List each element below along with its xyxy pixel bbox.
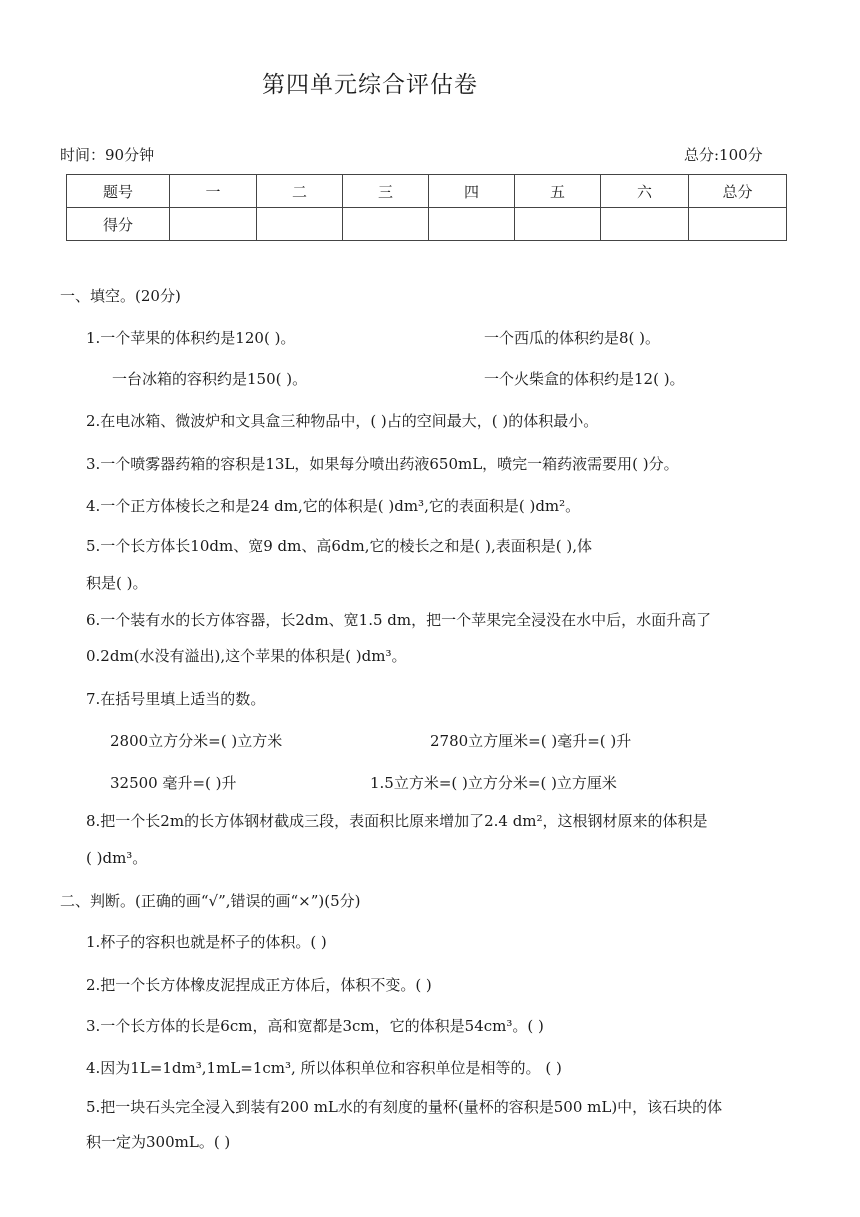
fill-question-3: 3.一个喷雾器药箱的容积是13L，如果每分喷出药液650mL，喷完一箱药液需要用( )分。	[86, 455, 679, 473]
fill-question-7c: 32500 毫升=( )升	[110, 774, 237, 792]
fill-question-8-line2: ( )dm³。	[86, 849, 148, 867]
score-cell[interactable]	[429, 208, 515, 241]
total-score: 总分:100分	[684, 146, 763, 164]
fill-question-6-line1: 6.一个装有水的长方体容器，长2dm、宽1.5 dm，把一个苹果完全浸没在水中后，水面升高了	[86, 611, 712, 629]
fill-question-8-line1: 8.把一个长2m的长方体钢材截成三段，表面积比原来增加了2.4 dm²，这根钢材原来的体积是	[86, 812, 708, 830]
fill-question-7: 7.在括号里填上适当的数。	[86, 690, 266, 708]
fill-question-7d: 1.5立方米=( )立方分米=( )立方厘米	[370, 774, 617, 792]
fill-question-5-line2: 积是( )。	[86, 574, 148, 592]
header-cell: 一	[170, 175, 257, 208]
score-cell[interactable]	[601, 208, 689, 241]
fill-question-5-line1: 5.一个长方体长10dm、宽9 dm、高6dm,它的棱长之和是( ),表面积是( ),体	[86, 537, 592, 555]
header-cell: 三	[343, 175, 429, 208]
judge-question-3: 3.一个长方体的长是6cm，高和宽都是3cm，它的体积是54cm³。( )	[86, 1017, 544, 1035]
header-cell: 六	[601, 175, 689, 208]
fill-question-1d: 一个火柴盒的体积约是12( )。	[484, 370, 685, 388]
judge-question-1: 1.杯子的容积也就是杯子的体积。( )	[86, 933, 327, 951]
fill-question-7a: 2800立方分米=( )立方米	[110, 732, 283, 750]
fill-question-1b: 一个西瓜的体积约是8( )。	[484, 329, 661, 347]
header-cell: 五	[515, 175, 601, 208]
fill-question-1c: 一台冰箱的容积约是150( )。	[112, 370, 308, 388]
judge-question-2: 2.把一个长方体橡皮泥捏成正方体后，体积不变。( )	[86, 976, 432, 994]
exam-time: 时间：90分钟	[60, 146, 155, 164]
fill-question-6-line2: 0.2dm(水没有溢出),这个苹果的体积是( )dm³。	[86, 647, 407, 665]
score-table	[66, 174, 787, 241]
header-cell: 四	[429, 175, 515, 208]
score-cell[interactable]	[689, 208, 787, 241]
judge-question-5-line2: 积一定为300mL。( )	[86, 1133, 231, 1151]
fill-question-4: 4.一个正方体棱长之和是24 dm,它的体积是( )dm³,它的表面积是( )dm²。	[86, 497, 581, 515]
header-cell: 二	[257, 175, 343, 208]
score-table-score-row	[67, 208, 787, 241]
header-cell: 总分	[689, 175, 787, 208]
score-cell[interactable]	[170, 208, 257, 241]
section1-heading: 一、填空。(20分)	[60, 287, 181, 305]
score-cell[interactable]	[515, 208, 601, 241]
fill-question-1a: 1.一个苹果的体积约是120( )。	[86, 329, 296, 347]
judge-question-5-line1: 5.把一块石头完全浸入到装有200 mL水的有刻度的量杯(量杯的容积是500 mL)中，该石块的体	[86, 1098, 723, 1116]
page-title: 第四单元综合评估卷	[262, 72, 478, 98]
score-row-label: 得分	[67, 208, 170, 241]
score-cell[interactable]	[257, 208, 343, 241]
score-table-header-row	[67, 175, 787, 208]
header-cell: 题号	[67, 175, 170, 208]
judge-question-4: 4.因为1L=1dm³,1mL=1cm³, 所以体积单位和容积单位是相等的。 ( )	[86, 1059, 562, 1077]
score-cell[interactable]	[343, 208, 429, 241]
section2-heading: 二、判断。(正确的画“√”,错误的画“×”)(5分)	[60, 892, 361, 910]
fill-question-7b: 2780立方厘米=( )毫升=( )升	[430, 732, 632, 750]
fill-question-2: 2.在电冰箱、微波炉和文具盒三种物品中，( )占的空间最大，( )的体积最小。	[86, 412, 599, 430]
